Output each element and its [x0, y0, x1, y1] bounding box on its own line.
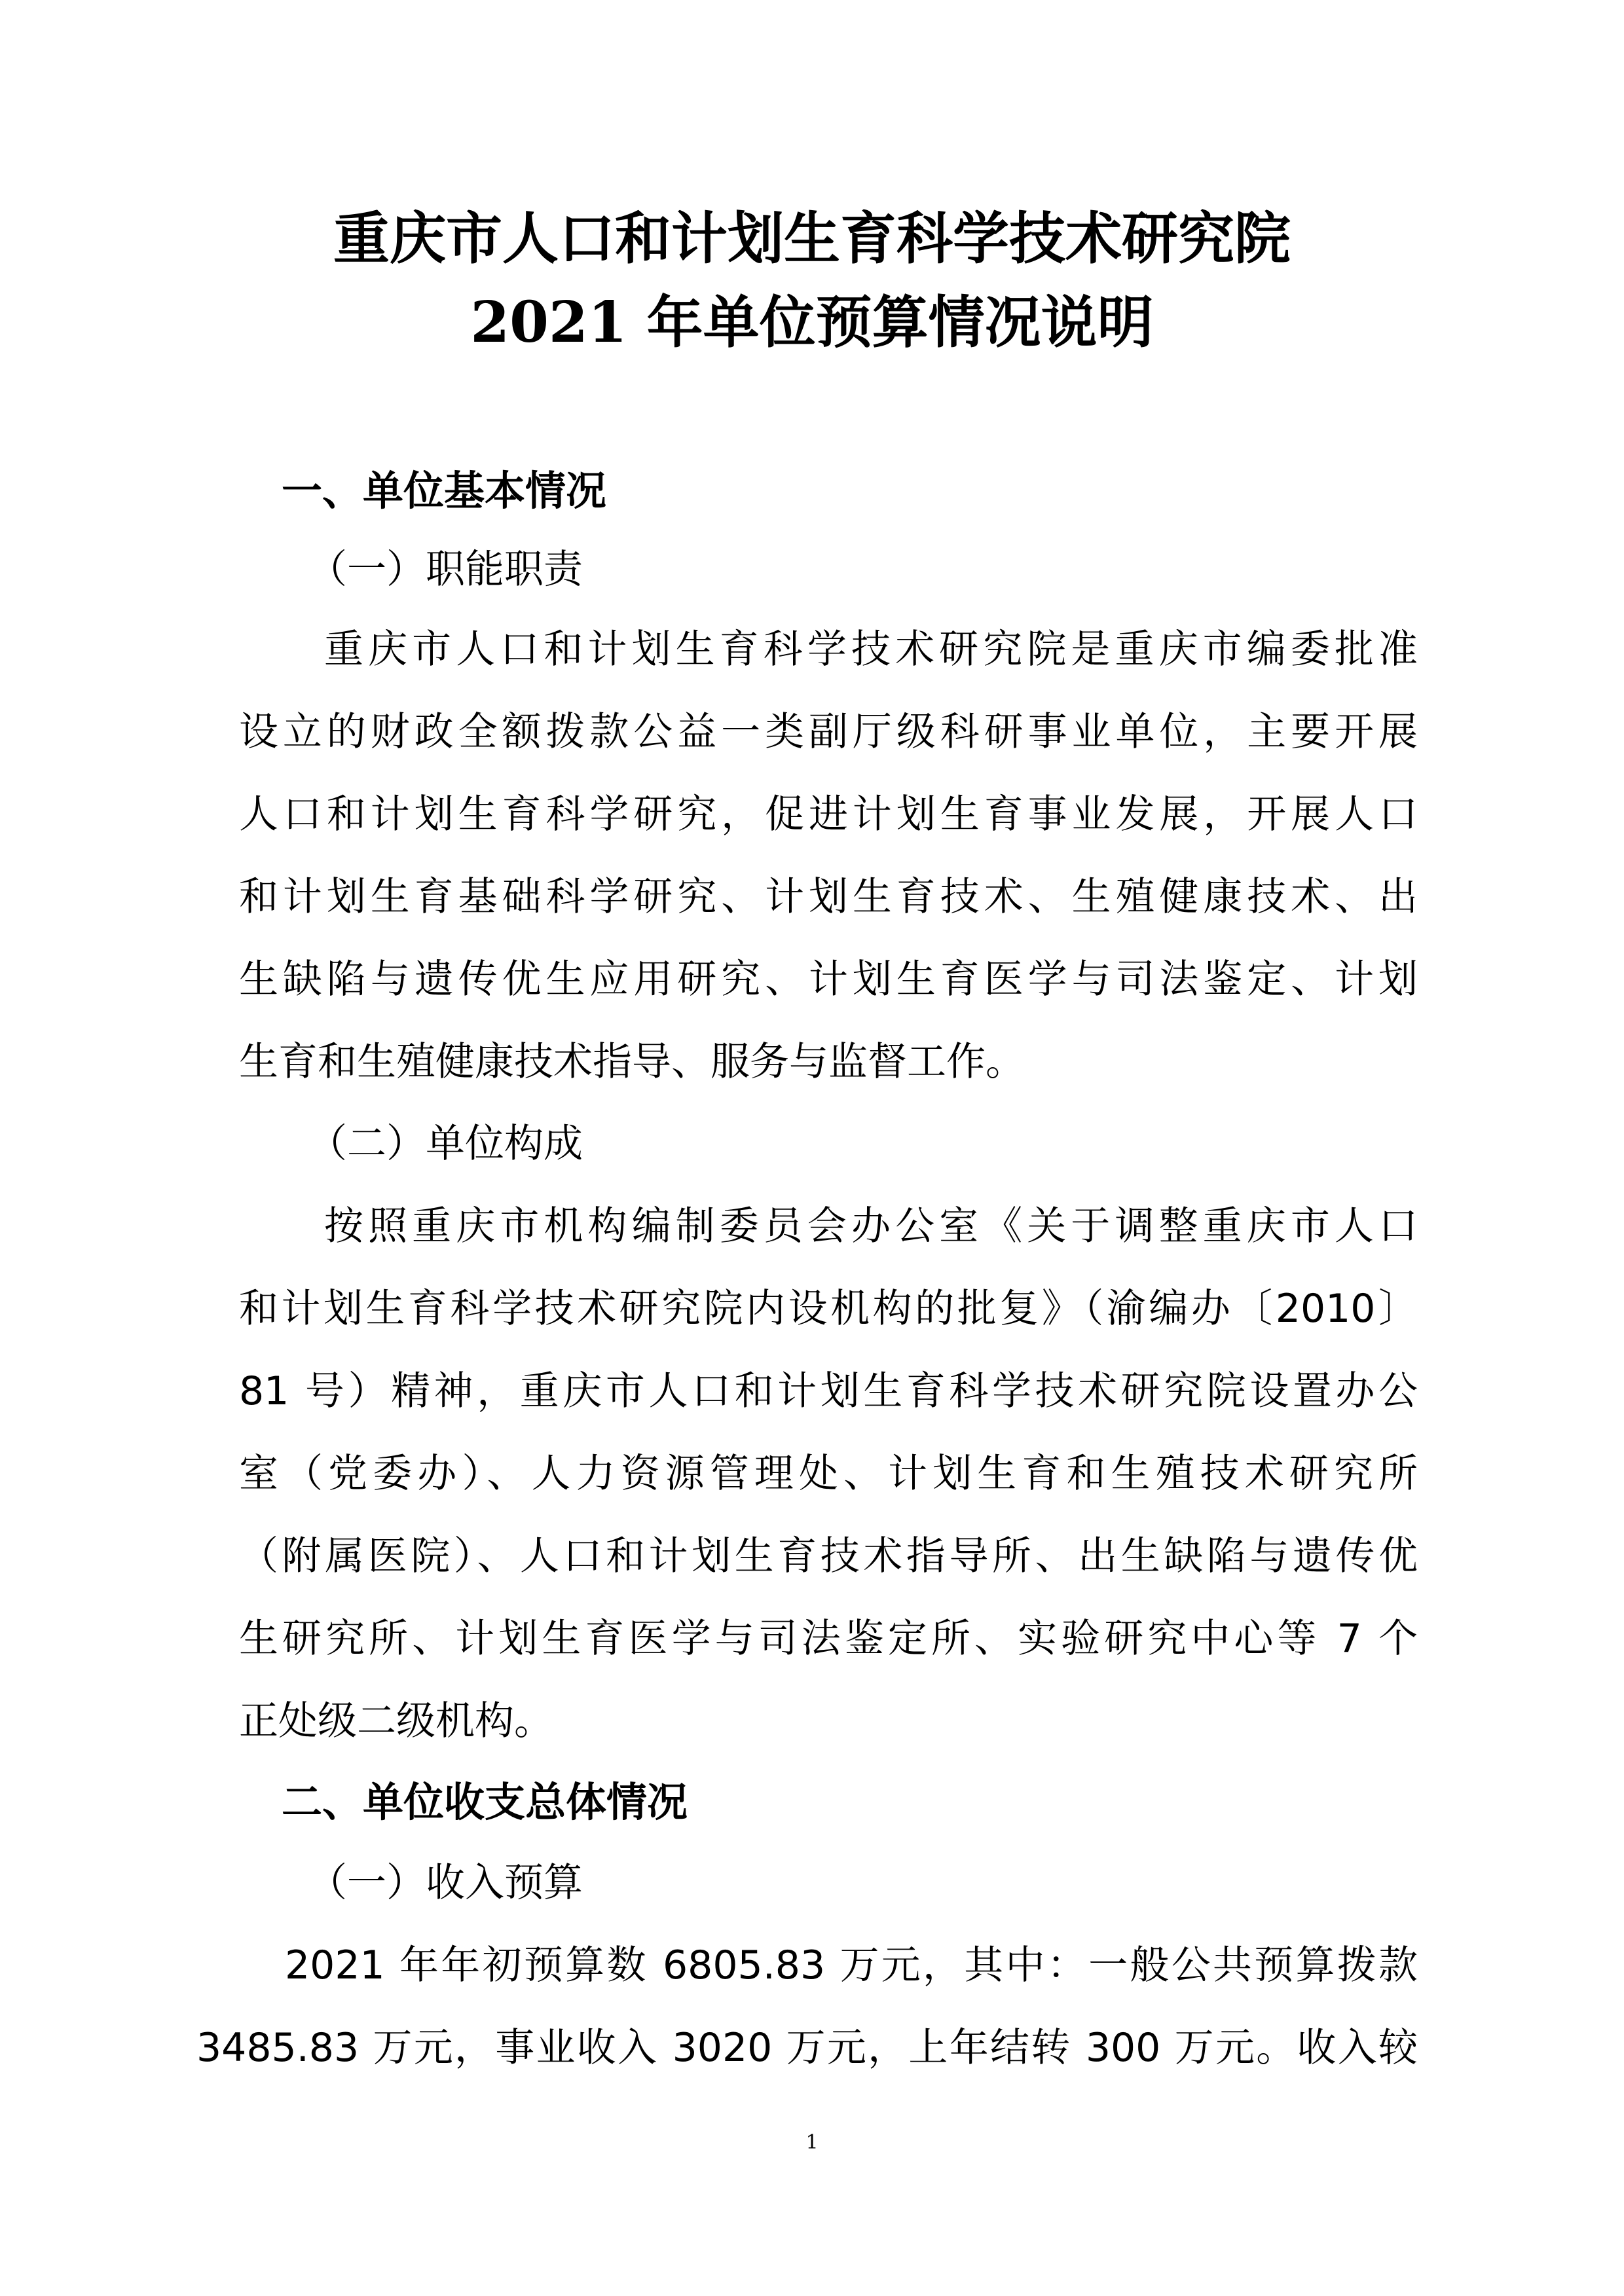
paragraph-line: 设立的财政全额拨款公益一类副厅级科研事业单位，主要开展: [239, 709, 1418, 755]
paragraph-line: 重庆市人口和计划生育科学技术研究院是重庆市编委批准: [324, 627, 1418, 672]
paragraph-line: 和计划生育科学技术研究院内设机构的批复》（渝编办〔2010〕: [239, 1286, 1418, 1332]
section-2-heading: 二、单位收支总体情况: [282, 1778, 688, 1826]
paragraph-line: 81 号）精神，重庆市人口和计划生育科学技术研究院设置办公: [239, 1368, 1418, 1414]
paragraph-line: 3485.83 万元，事业收入 3020 万元，上年结转 300 万元。收入较: [196, 2025, 1418, 2071]
paragraph-line: 人口和计划生育科学研究，促进计划生育事业发展，开展人口: [239, 792, 1418, 837]
paragraph-line: （附属医院）、人口和计划生育技术指导所、出生缺陷与遗传优: [239, 1533, 1418, 1579]
paragraph-line: 生育和生殖健康技术指导、服务与监督工作。: [239, 1039, 1025, 1085]
page-number: 1: [805, 2131, 819, 2154]
paragraph-line: 和计划生育基础科学研究、计划生育技术、生殖健康技术、出: [239, 874, 1418, 920]
paragraph-line: 2021 年年初预算数 6805.83 万元，其中：一般公共预算拨款: [285, 1942, 1418, 1988]
section-1-2-heading: （二）单位构成: [308, 1121, 583, 1167]
section-2-1-heading: （一）收入预算: [308, 1860, 583, 1906]
section-1-heading: 一、单位基本情况: [282, 467, 607, 515]
document-title-line-1: 重庆市人口和计划生育科学技术研究院: [333, 206, 1291, 272]
document-title-line-2: 2021 年单位预算情况说明: [470, 289, 1154, 355]
paragraph-line: 生缺陷与遗传优生应用研究、计划生育医学与司法鉴定、计划: [239, 957, 1418, 1002]
section-1-1-heading: （一）职能职责: [308, 547, 583, 592]
paragraph-line: 正处级二级机构。: [239, 1698, 553, 1744]
paragraph-line: 生研究所、计划生育医学与司法鉴定所、实验研究中心等 7 个: [239, 1616, 1418, 1662]
paragraph-line: 室（党委办）、人力资源管理处、计划生育和生殖技术研究所: [239, 1451, 1418, 1497]
paragraph-line: 按照重庆市机构编制委员会办公室《关于调整重庆市人口: [324, 1203, 1418, 1249]
